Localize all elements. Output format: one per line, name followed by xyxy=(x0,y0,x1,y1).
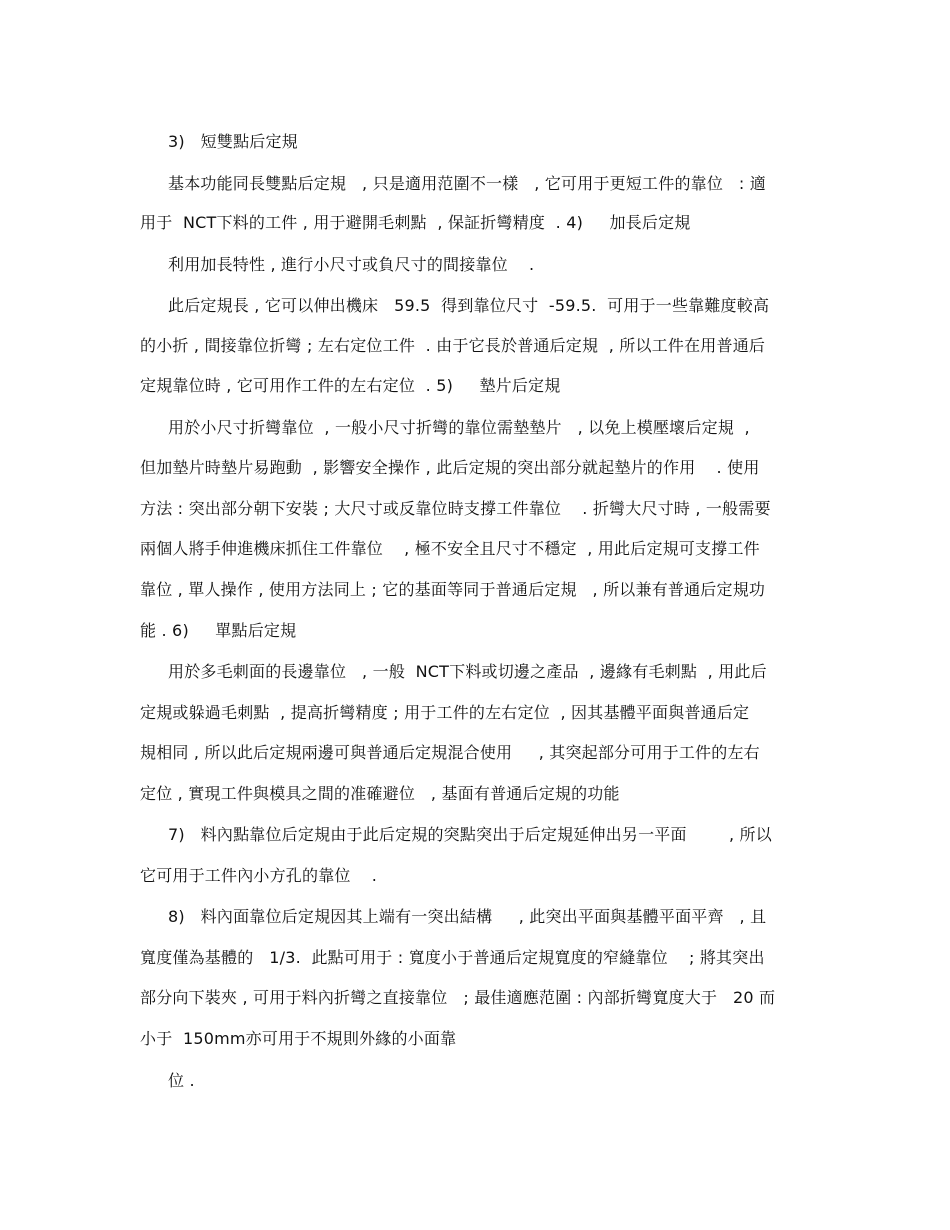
paragraph-line: 的小折 , 間接靠位折彎 ; 左右定位工件 . 由于它長於普通后定規 , 所以工件在用普通后 xyxy=(140,336,766,355)
paragraph-line: 定規或躲過毛刺點 , 提高折彎精度 ; 用于工件的左右定位 , 因其基體平面與普通后定 xyxy=(140,703,750,722)
section-heading-3: 3) 短雙點后定規 xyxy=(168,132,298,151)
paragraph-line: 用於小尺寸折彎靠位 , 一般小尺寸折彎的靠位需墊墊片 , 以免上模壓壞后定規 , xyxy=(168,418,750,437)
paragraph-line: 方法 : 突出部分朝下安裝 ; 大尺寸或反靠位時支撐工件靠位 . 折彎大尺寸時 , 一般需要 xyxy=(140,499,771,518)
paragraph-line: 定規靠位時 , 它可用作工件的左右定位 . 5) 墊片后定規 xyxy=(140,376,561,395)
paragraph-line: 位 . xyxy=(168,1071,195,1090)
paragraph-line: 用於多毛刺面的長邊靠位 , 一般 NCT下料或切邊之產品 , 邊緣有毛刺點 , 用此后 xyxy=(168,662,767,681)
paragraph-line: 寬度僅為基體的 1/3. 此點可用于 : 寬度小于普通后定規寬度的窄縫靠位 ; 將其突出 xyxy=(140,948,765,967)
paragraph-line: 利用加長特性 , 進行小尺寸或負尺寸的間接靠位 . xyxy=(168,255,535,274)
paragraph-line: 它可用于工件內小方孔的靠位 . xyxy=(140,866,378,885)
paragraph-line: 兩個人將手伸進機床抓住工件靠位 , 極不安全且尺寸不穩定 , 用此后定規可支撐工件 xyxy=(140,539,760,558)
paragraph-line: 此后定規長 , 它可以伸出機床 59.5 得到靠位尺寸 -59.5. 可用于一些靠難度較高 xyxy=(168,296,770,315)
paragraph-line: 8) 料內面靠位后定規因其上端有一突出結構 , 此突出平面與基體平面平齊 , 且 xyxy=(168,907,767,926)
paragraph-line: 規相同 , 所以此后定規兩邊可與普通后定規混合使用 , 其突起部分可用于工件的左右 xyxy=(140,743,760,762)
paragraph-line: 但加墊片時墊片易跑動 , 影響安全操作 , 此后定規的突出部分就起墊片的作用 . 使用 xyxy=(140,458,760,477)
paragraph-line: 用于 NCT下料的工件 , 用于避開毛刺點 , 保証折彎精度 . 4) 加長后定規 xyxy=(140,213,691,232)
paragraph-line: 部分向下裝夾 , 可用于料內折彎之直接靠位 ; 最佳適應范圍 : 內部折彎寬度大于 20 而 xyxy=(140,988,776,1007)
paragraph-line: 7) 料內點靠位后定規由于此后定規的突點突出于后定規延伸出另一平面 , 所以 xyxy=(168,825,772,844)
paragraph-line: 能 . 6) 單點后定規 xyxy=(140,621,297,640)
paragraph-line: 小于 150mm亦可用于不規則外緣的小面靠 xyxy=(140,1029,457,1048)
paragraph-line: 靠位 , 單人操作 , 使用方法同上 ; 它的基面等同于普通后定規 , 所以兼有普通后定規功 xyxy=(140,580,766,599)
paragraph-line: 定位 , 實現工件與模具之間的准確避位 , 基面有普通后定規的功能 xyxy=(140,784,620,803)
paragraph-line: 基本功能同長雙點后定規 , 只是適用范圍不一樣 , 它可用于更短工件的靠位 : 適 xyxy=(168,174,766,193)
